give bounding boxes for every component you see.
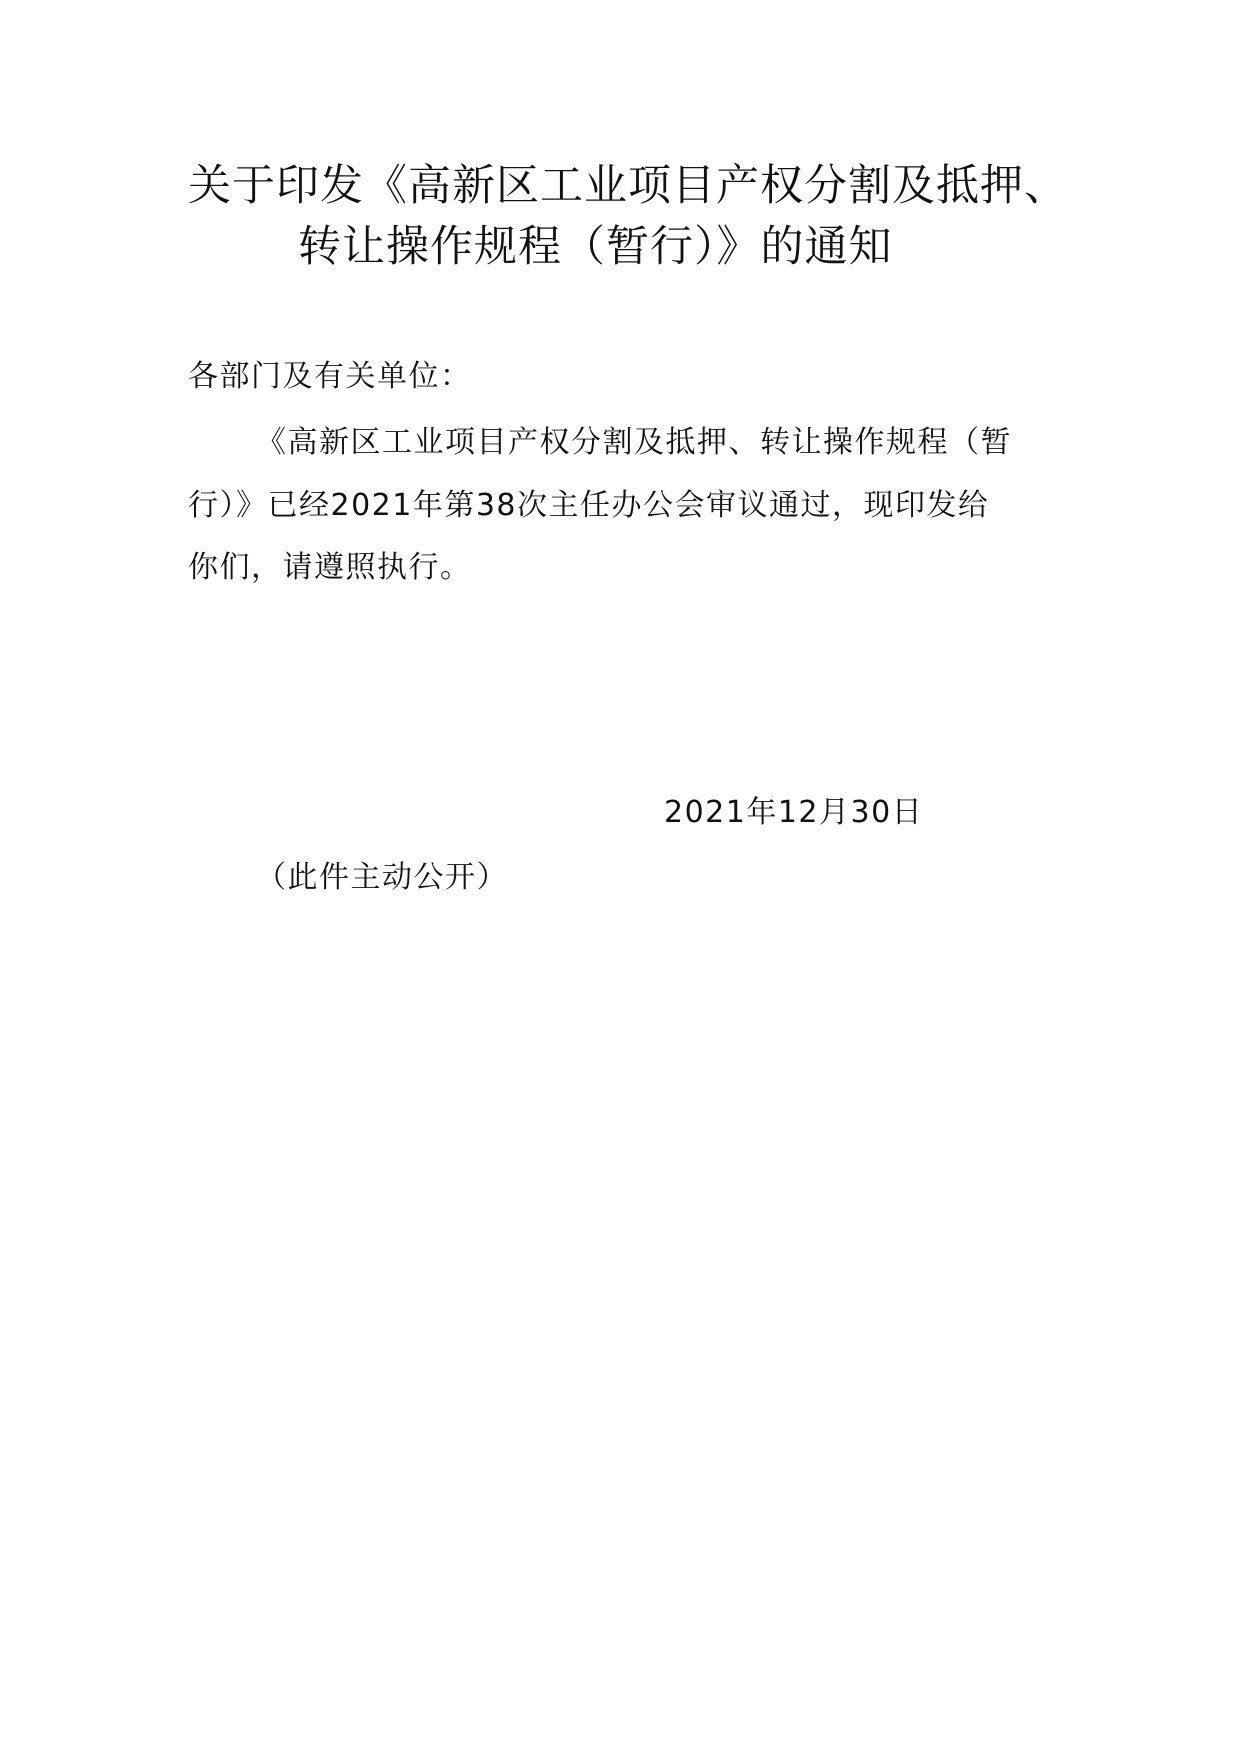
body-line-2: 行）》已经2021年第38次主任办公会审议通过，现印发给 [188,488,990,523]
document-title-line-2: 转让操作规程（暂行）》的通知 [298,222,893,272]
document-date: 2021年12月30日 [664,795,924,830]
body-line-3: 你们，请遵照执行。 [188,550,472,585]
public-disclosure-note: （此件主动公开） [256,860,508,895]
body-line-1: 《高新区工业项目产权分割及抵押、转让操作规程（暂 [256,425,1012,460]
salutation: 各部门及有关单位： [188,359,472,394]
document-title-line-1: 关于印发《高新区工业项目产权分割及抵押、 [188,161,1068,211]
